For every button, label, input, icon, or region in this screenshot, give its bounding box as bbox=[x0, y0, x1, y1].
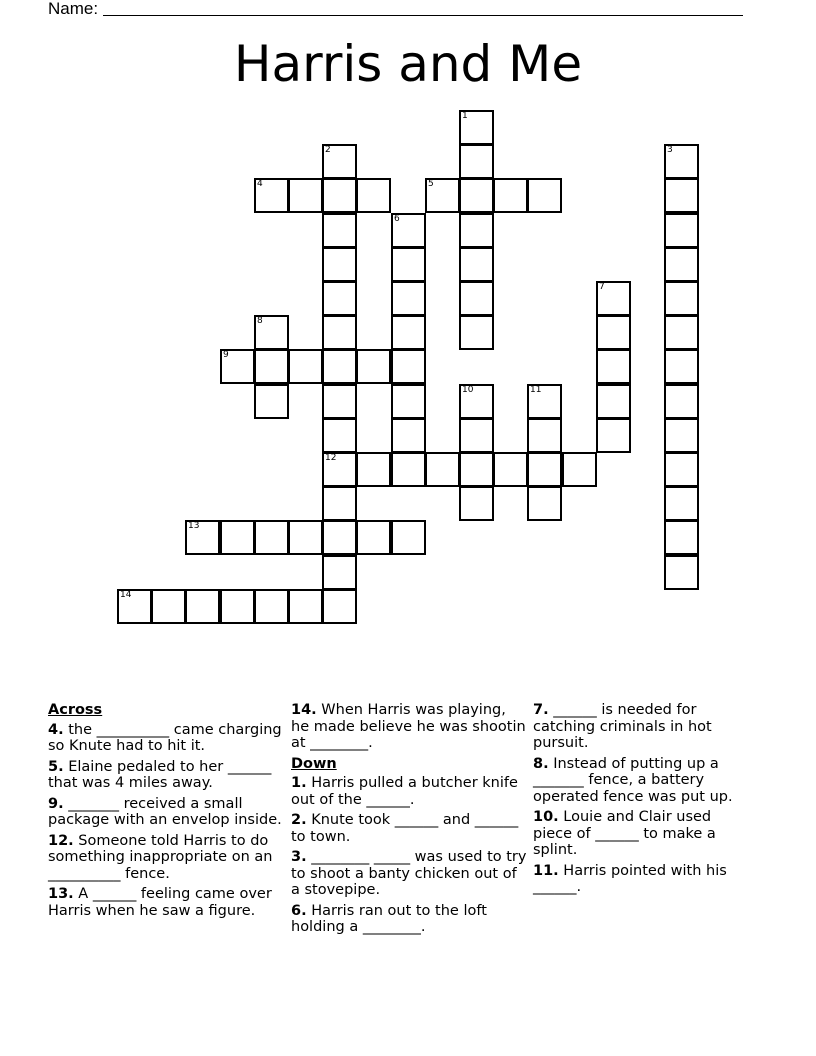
crossword-cell[interactable] bbox=[391, 384, 426, 419]
crossword-cell[interactable] bbox=[322, 555, 357, 590]
crossword-cell[interactable] bbox=[527, 452, 562, 487]
crossword-cell[interactable] bbox=[459, 281, 494, 316]
crossword-cell[interactable] bbox=[664, 213, 699, 248]
clue-text: A ______ feeling came over Harris when he saw a figure. bbox=[48, 886, 272, 919]
crossword-cell[interactable] bbox=[493, 452, 528, 487]
crossword-cell[interactable] bbox=[391, 281, 426, 316]
crossword-cell[interactable] bbox=[459, 144, 494, 179]
clue-number: 13. bbox=[48, 886, 74, 902]
clue-number: 9. bbox=[48, 795, 64, 812]
crossword-cell[interactable] bbox=[664, 520, 699, 555]
clue-number: 8 bbox=[257, 316, 263, 326]
crossword-cell[interactable] bbox=[322, 418, 357, 453]
clue-number: 9 bbox=[223, 350, 229, 360]
crossword-cell[interactable] bbox=[596, 281, 631, 316]
crossword-cell[interactable] bbox=[322, 178, 357, 213]
clue-number: 3. bbox=[291, 849, 307, 865]
crossword-cell[interactable] bbox=[664, 281, 699, 316]
crossword-cell[interactable] bbox=[322, 315, 357, 350]
crossword-cell[interactable] bbox=[596, 384, 631, 419]
crossword-cell[interactable] bbox=[254, 520, 289, 555]
crossword-cell[interactable] bbox=[322, 520, 357, 555]
clues-column-1 bbox=[48, 702, 284, 923]
crossword-cell[interactable] bbox=[459, 178, 494, 213]
crossword-cell[interactable] bbox=[391, 247, 426, 282]
crossword-cell[interactable] bbox=[459, 452, 494, 487]
crossword-cell[interactable] bbox=[254, 315, 289, 350]
crossword-cell[interactable] bbox=[664, 178, 699, 213]
crossword-cell[interactable] bbox=[220, 589, 255, 624]
clue-number: 5. bbox=[48, 758, 64, 775]
clues-column-3 bbox=[533, 702, 743, 900]
crossword-cell[interactable] bbox=[322, 486, 357, 521]
clue-number: 10 bbox=[462, 385, 474, 395]
clue-text: Elaine pedaled to her ______ that was 4 miles away. bbox=[48, 758, 272, 791]
clue-text: Harris pulled a butcher knife out of the ______. bbox=[291, 775, 518, 808]
clue-number: 7 bbox=[599, 282, 605, 292]
clue-number: 2. bbox=[291, 812, 307, 828]
crossword-cell[interactable] bbox=[459, 418, 494, 453]
clue-number: 8. bbox=[533, 755, 549, 772]
clue-number: 6 bbox=[394, 214, 400, 224]
clue-text: Harris pointed with his ______. bbox=[533, 862, 727, 895]
crossword-cell[interactable] bbox=[220, 349, 255, 384]
clue-number: 1 bbox=[462, 111, 468, 121]
clue-number: 7. bbox=[533, 702, 549, 718]
crossword-cell[interactable] bbox=[288, 178, 323, 213]
crossword-cell[interactable] bbox=[596, 418, 631, 453]
crossword-cell[interactable] bbox=[527, 384, 562, 419]
crossword-cell[interactable] bbox=[356, 349, 391, 384]
crossword-cell[interactable] bbox=[562, 452, 597, 487]
clue-text: Louie and Clair used piece of ______ to make a splint. bbox=[533, 809, 716, 858]
crossword-cell[interactable] bbox=[391, 349, 426, 384]
clue-text: ______ is needed for catching criminals in hot pursuit. bbox=[533, 702, 712, 751]
crossword-cell[interactable] bbox=[288, 589, 323, 624]
crossword-cell[interactable] bbox=[322, 349, 357, 384]
crossword-cell[interactable] bbox=[527, 178, 562, 213]
clue-number: 12 bbox=[325, 453, 337, 463]
clue-number: 13 bbox=[188, 521, 200, 531]
clue-number: 11. bbox=[533, 862, 559, 879]
clue-number: 12. bbox=[48, 832, 74, 849]
clue-text: the __________ came charging so Knute had to hit it. bbox=[48, 721, 282, 754]
crossword-cell[interactable] bbox=[288, 520, 323, 555]
crossword-cell[interactable] bbox=[391, 520, 426, 555]
crossword-cell[interactable] bbox=[151, 589, 186, 624]
crossword-cell[interactable] bbox=[459, 384, 494, 419]
clues-column-2 bbox=[291, 702, 527, 940]
crossword-cell[interactable] bbox=[459, 315, 494, 350]
clue-item bbox=[291, 903, 527, 936]
puzzle-title: Harris and Me bbox=[233, 35, 583, 93]
crossword-cell[interactable] bbox=[425, 452, 460, 487]
crossword-cell[interactable] bbox=[322, 589, 357, 624]
crossword-cell[interactable] bbox=[596, 315, 631, 350]
crossword-cell[interactable] bbox=[322, 247, 357, 282]
crossword-cell[interactable] bbox=[185, 589, 220, 624]
crossword-cell[interactable] bbox=[322, 281, 357, 316]
crossword-cell[interactable] bbox=[664, 315, 699, 350]
crossword-cell[interactable] bbox=[322, 144, 357, 179]
crossword-cell[interactable] bbox=[391, 213, 426, 248]
clue-number: 4 bbox=[257, 179, 263, 189]
clue-item bbox=[48, 886, 284, 919]
clue-number: 14. bbox=[291, 702, 317, 718]
clue-number: 3 bbox=[667, 145, 673, 155]
crossword-cell[interactable] bbox=[664, 384, 699, 419]
clue-item bbox=[48, 722, 284, 755]
crossword-cell[interactable] bbox=[254, 589, 289, 624]
crossword-cell[interactable] bbox=[322, 452, 357, 487]
name-label: Name: bbox=[48, 0, 99, 18]
crossword-cell[interactable] bbox=[288, 349, 323, 384]
crossword-cell[interactable] bbox=[493, 178, 528, 213]
crossword-cell[interactable] bbox=[254, 349, 289, 384]
crossword-cell[interactable] bbox=[254, 178, 289, 213]
clue-item bbox=[48, 759, 284, 792]
clue-text: Knute took ______ and ______ to town. bbox=[291, 812, 519, 845]
crossword-cell[interactable] bbox=[356, 520, 391, 555]
crossword-cell[interactable] bbox=[254, 384, 289, 419]
clue-item bbox=[533, 756, 743, 806]
crossword-cell[interactable] bbox=[664, 555, 699, 590]
clue-text: Instead of putting up a _______ fence, a battery operated fence was put up. bbox=[533, 755, 733, 805]
clue-text: When Harris was playing, he made believe he was shootin at ________. bbox=[291, 702, 526, 751]
crossword-cell[interactable] bbox=[322, 213, 357, 248]
crossword-cell[interactable] bbox=[527, 418, 562, 453]
crossword-cell[interactable] bbox=[459, 247, 494, 282]
clue-text: Someone told Harris to do something inappropriate on an __________ fence. bbox=[48, 832, 273, 882]
clue-number: 2 bbox=[325, 145, 331, 155]
clue-number: 1. bbox=[291, 775, 307, 791]
clue-item bbox=[48, 833, 284, 883]
crossword-cell[interactable] bbox=[322, 384, 357, 419]
crossword-cell[interactable] bbox=[664, 418, 699, 453]
clue-item bbox=[291, 849, 527, 899]
clue-number: 6. bbox=[291, 902, 307, 919]
clue-item bbox=[533, 702, 743, 752]
clue-item bbox=[533, 809, 743, 859]
crossword-cell[interactable] bbox=[391, 418, 426, 453]
crossword-cell[interactable] bbox=[664, 144, 699, 179]
clue-number: 14 bbox=[120, 590, 132, 600]
crossword-cell[interactable] bbox=[356, 452, 391, 487]
clue-text: ________ _____ was used to try to shoot a banty chicken out of a stovepipe. bbox=[291, 849, 527, 898]
crossword-cell[interactable] bbox=[425, 178, 460, 213]
crossword-cell[interactable] bbox=[596, 349, 631, 384]
clue-item bbox=[291, 702, 527, 752]
clue-item bbox=[291, 812, 527, 845]
crossword-cell[interactable] bbox=[527, 486, 562, 521]
crossword-cell[interactable] bbox=[391, 315, 426, 350]
crossword-cell[interactable] bbox=[664, 486, 699, 521]
crossword-cell[interactable] bbox=[459, 110, 494, 145]
clue-item bbox=[291, 775, 527, 808]
crossword-cell[interactable] bbox=[117, 589, 152, 624]
crossword-cell[interactable] bbox=[664, 247, 699, 282]
crossword-cell[interactable] bbox=[220, 520, 255, 555]
crossword-cell[interactable] bbox=[391, 452, 426, 487]
crossword-cell[interactable] bbox=[185, 520, 220, 555]
crossword-cell[interactable] bbox=[459, 213, 494, 248]
crossword-cell[interactable] bbox=[356, 178, 391, 213]
down-header: Down bbox=[291, 755, 337, 772]
clue-text: Harris ran out to the loft holding a ________. bbox=[291, 902, 487, 935]
crossword-cell[interactable] bbox=[459, 486, 494, 521]
clue-item bbox=[533, 863, 743, 896]
clue-number: 10. bbox=[533, 809, 559, 825]
clue-text: _______ received a small package with an envelop inside. bbox=[48, 795, 282, 828]
crossword-cell[interactable] bbox=[664, 349, 699, 384]
clue-number: 4. bbox=[48, 721, 64, 738]
clue-number: 11 bbox=[530, 385, 542, 395]
clue-item bbox=[48, 796, 284, 829]
across-header: Across bbox=[48, 702, 103, 718]
crossword-cell[interactable] bbox=[664, 452, 699, 487]
clue-number: 5 bbox=[428, 179, 434, 189]
